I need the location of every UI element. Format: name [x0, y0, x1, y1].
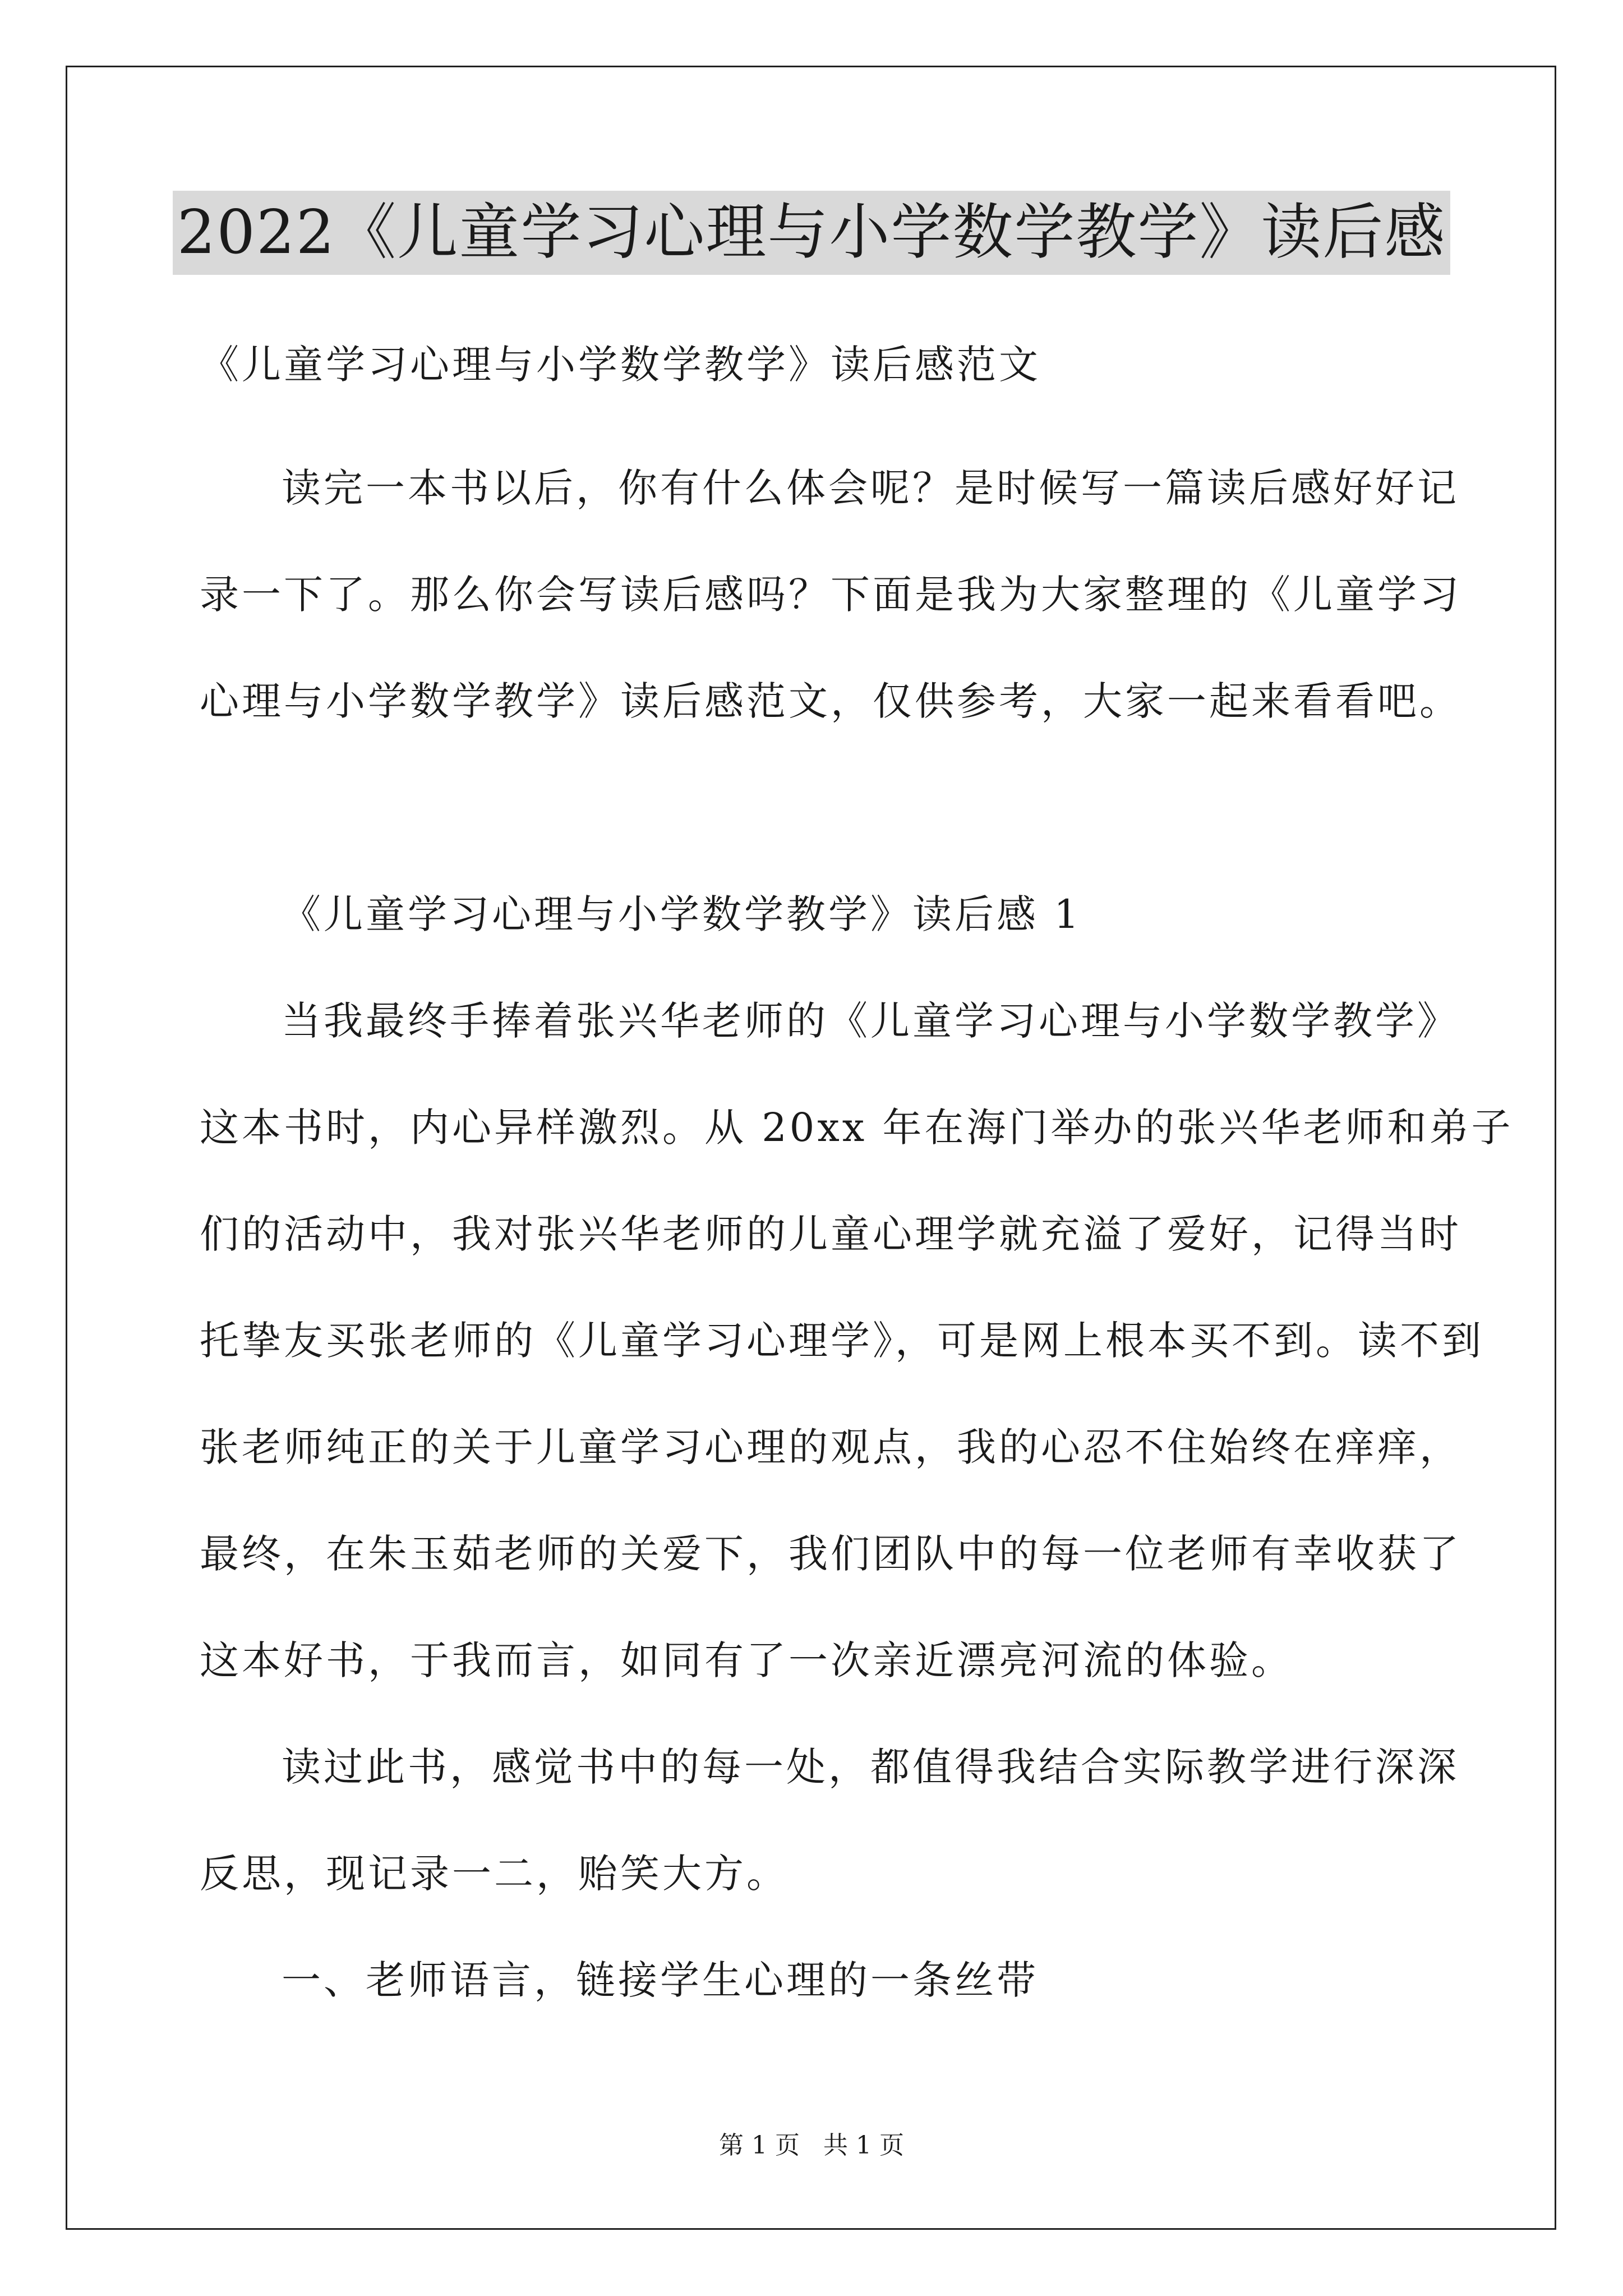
body-line-1: 当我最终手捧着张兴华老师的《儿童学习心理与小学数学教学》	[282, 998, 1459, 1044]
body-line-6: 最终，在朱玉茹老师的关爱下，我们团队中的每一位老师有幸收获了	[200, 1531, 1461, 1577]
body-line-8: 读过此书，感觉书中的每一处，都值得我结合实际教学进行深深	[282, 1744, 1459, 1790]
body-line-9: 反思，现记录一二，贻笑大方。	[200, 1851, 789, 1897]
intro-line-1: 读完一本书以后，你有什么体会呢？是时候写一篇读后感好好记	[282, 465, 1459, 511]
intro-line-2: 录一下了。那么你会写读后感吗？下面是我为大家整理的《儿童学习	[200, 572, 1461, 618]
page-footer: 第 1 页 共 1 页	[719, 2131, 904, 2160]
body-line-2: 这本书时，内心异样激烈。从 20xx 年在海门举办的张兴华老师和弟子	[200, 1105, 1514, 1151]
body-line-7: 这本好书，于我而言，如同有了一次亲近漂亮河流的体验。	[200, 1637, 1293, 1683]
body-line-4: 托挚友买张老师的《儿童学习心理学》，可是网上根本买不到。读不到	[200, 1318, 1484, 1364]
section-heading: 《儿童学习心理与小学数学教学》读后感 1	[282, 891, 1082, 937]
document-title: 2022《儿童学习心理与小学数学教学》读后感	[173, 191, 1451, 275]
subsection-heading: 一、老师语言，链接学生心理的一条丝带	[282, 1957, 1039, 2003]
intro-line-3: 心理与小学数学教学》读后感范文，仅供参考，大家一起来看看吧。	[200, 678, 1461, 724]
subtitle-line: 《儿童学习心理与小学数学教学》读后感范文	[200, 342, 1041, 388]
body-line-3: 们的活动中，我对张兴华老师的儿童心理学就充溢了爱好，记得当时	[200, 1211, 1461, 1257]
body-line-5: 张老师纯正的关于儿童学习心理的观点，我的心忍不住始终在痒痒，	[200, 1424, 1461, 1470]
title-container	[0, 191, 1623, 275]
